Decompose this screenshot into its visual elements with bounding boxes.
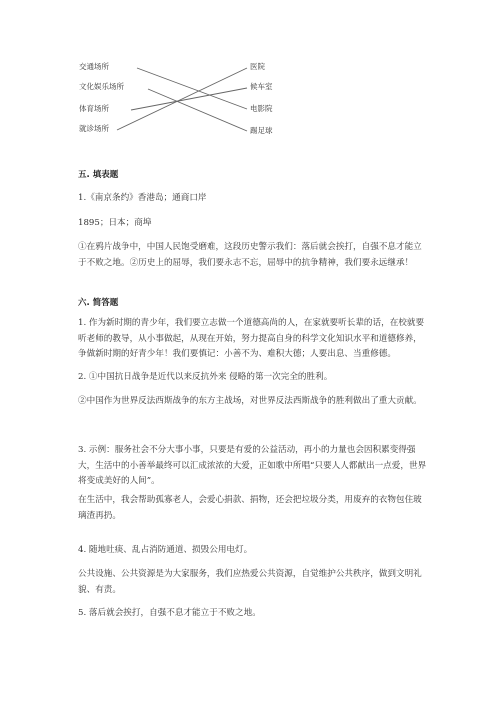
- match-line-4: [117, 68, 247, 130]
- match-left-4: 就诊场所: [79, 124, 109, 133]
- section-5-title: 五. 填表题: [78, 170, 119, 180]
- match-left-3: 体育场所: [79, 104, 109, 113]
- section-5-item-3: ①在鸦片战争中，中国人民饱受磨难，这段历史警示我们：落后就会挨打，自强不息才能立于不败之地。②历史上的屈辱，我们要永志不忘，屈辱中的抗争精神，我们要永远继承！: [78, 242, 422, 268]
- section-6-item-3: ②中国作为世界反法西斯战争的东方主战场，对世界反法西斯战争的胜利做出了重大贡献。: [78, 396, 422, 406]
- section-6-title: 六. 简答题: [78, 298, 119, 308]
- matching-lines: [0, 0, 500, 160]
- section-6-item-1: 1. 作为新时期的青少年，我们要立志做一个道德高尚的人，在家就要听长辈的话，在校就要听老师的教导，从小事做起，从现在开始，努力提高自身的科学文化知识水平和道德修养，争做新时期的好青少年！我们要慎记：小善不为、难积大德；人要出息、当重修德。: [78, 318, 425, 360]
- section-6-item-8: 5. 落后就会挨打，自强不息才能立于不败之地。: [78, 608, 261, 618]
- section-5-item-1: 1.《南京条约》香港岛；通商口岸: [78, 193, 207, 203]
- section-6-item-5: 在生活中，我会帮助孤寡老人，会爱心捐款、捐物，还会把垃圾分类，用废弃的衣物包住玻璃渣再扔。: [78, 495, 422, 521]
- section-6-item-2: 2. ①中国抗日战争是近代以来反抗外来 侵略的第一次完全的胜利。: [78, 372, 333, 382]
- match-line-2: [148, 89, 247, 131]
- section-6-item-4: 3. 示例：服务社会不分大事小事，只要是有爱的公益活动，再小的力量也会因积累变得强大，生活中的小善举最终可以汇成浓浓的大爱，正如歌中所唱“只要人人都献出一点爱，世界将变成美好的人间”。: [78, 445, 427, 487]
- match-line-1: [137, 68, 247, 109]
- match-right-3: 电影院: [250, 104, 273, 113]
- section-6-item-7: 公共设施、公共资源是为大家服务，我们应热爱公共资源，自觉维护公共秩序，做到文明礼貌、有责。: [78, 569, 422, 595]
- section-6-item-6: 4. 随地吐痰、乱占消防通道、损毁公用电灯。: [78, 545, 253, 555]
- match-left-1: 交通场所: [79, 62, 109, 71]
- match-right-4: 踢足球: [250, 126, 273, 135]
- match-left-2: 文化娱乐场所: [79, 82, 124, 91]
- match-right-1: 医院: [250, 62, 265, 71]
- match-right-2: 候车室: [250, 82, 273, 91]
- section-5-item-2: 1895；日本；商埠: [78, 218, 152, 228]
